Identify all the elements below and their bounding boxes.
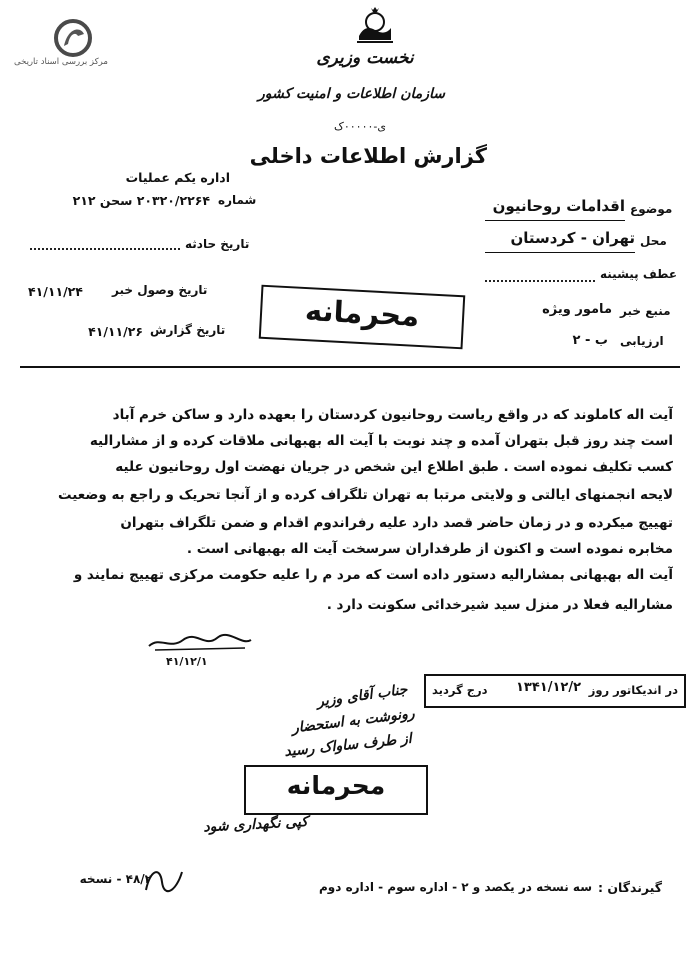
body-line: مخابره نموده است و اکنون از طرفداران سرسخت آیت اله بهبهانی است . [186,541,673,557]
registry-prefix: در اندیکاتور روز [588,683,678,697]
subject-value: اقدامات روحانیون [492,197,625,215]
lion-and-sun-emblem [351,6,397,44]
confidential-stamp [259,285,466,350]
archive-caption: مرکز بررسی اسناد تاریخی [14,57,108,67]
registry-suffix: درج گردید [432,683,488,697]
subject-underline [485,220,625,221]
copies-label: گیرندگان : [598,880,663,895]
number-label: شماره [218,193,257,207]
place-underline [485,252,635,253]
source-value: مامور ویژه [542,302,612,317]
letterhead-org: سازمان اطلاعات و امنیت کشور [258,86,445,102]
archive-logo [50,18,96,58]
grade-value: ب - ۲ [572,333,608,348]
separator-line [20,366,680,368]
report-date-value: ۴۱/۱۱/۲۶ [88,324,143,339]
event-date-label: تاریخ حادثه [185,237,250,251]
prev-ref-blank [485,280,595,282]
receipt-date-label: تاریخ وصول خبر [112,283,208,297]
number-value: ۲۰۳۲۰/۲۲۶۴ سحن ۲۱۲ [72,193,210,208]
registry-stamp [424,674,686,708]
event-date-blank [30,248,180,250]
report-body [18,404,673,617]
signature-scribble [145,632,255,654]
handwritten-bottom-line: کپی نگهداری شود [203,813,309,836]
registry-date: ۱۳۴۱/۱۲/۲ [516,680,582,695]
body-line: تهییج میکرده و در زمان حاضر قصد دارد علیه رفراندوم اقدام و ضمن تلگراف بتهران [120,515,673,531]
place-label: محل [640,234,667,248]
department-value: اداره یکم عملیات [125,170,230,185]
body-line: است چند روز قبل بتهران آمده و چند نوبت با آیت اله بهبهانی ملاقات کرده و از مشارالیه [89,433,673,449]
confidential-stamp-bottom [244,765,428,815]
letterhead-office: نخست وزیری [316,48,414,68]
handwritten-note-line: از طرف ساواک رسید [283,730,413,761]
subject-label: موضوع [630,202,673,216]
grade-label: ارزیابی [620,334,664,348]
body-line: آیت اله بهبهانی بمشارالیه دستور داده است که مرد م را علیه حکومت مرکزی تهییج نمایند و [73,567,673,583]
copies-text: سه نسخه در یکصد و ۲ - اداره سوم - اداره دوم [318,880,592,894]
body-line: آیت اله کاملوند که در واقع ریاست روحانیون کردستان را بعهده دارد و ساکن خرم آباد [112,407,673,423]
place-value: تهران - کردستان [510,229,635,247]
body-line: کسب تکلیف نموده است . طبق اطلاع این شخص در جریان نهضت اول روحانیون علیه [115,459,673,475]
handwritten-note-line: رونوشت به استحضار [291,705,416,737]
signature-date: ۴۱/۱۲/۱ [166,655,208,668]
letterhead-ref: ی-۰۰۰۰۰ک [334,120,386,133]
bottom-left-scribble [140,862,188,896]
bottom-left-note: ۴۸/۲ - نسخه [79,872,152,886]
confidential-stamp-text: محرمانه [304,293,421,333]
handwritten-note-line: جناب آقای وزیر [316,681,409,711]
receipt-date-value: ۴۱/۱۱/۲۴ [28,284,83,299]
body-line: مشارالیه فعلا در منزل سید شیرخدائی سکونت دارد . [326,597,673,613]
source-label: منبع خبر [620,304,671,318]
prev-ref-label: عطف پیشینه [600,267,678,281]
body-line: لایحه انجمنهای ایالتی و ولایتی مرتبا به تهران تلگراف کرده و از آنجا تحریک و راجع به وضعیت [57,487,673,503]
confidential-stamp-bottom-text: محرمانه [286,771,386,800]
report-date-label: تاریخ گزارش [150,323,226,337]
report-title: گزارش اطلاعات داخلی [249,144,487,168]
